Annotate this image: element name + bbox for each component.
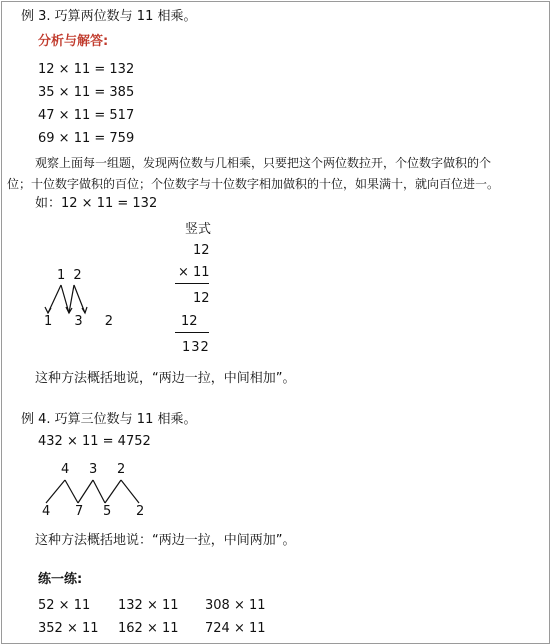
diagram-bottom-digits: 1 3 2 [44,314,123,329]
partial-product-shifted: 12 [181,314,198,329]
example4-title: 例 4. 巧算三位数与 11 相乘。 [21,412,197,427]
diagram-digit: 3 [89,462,98,477]
diagram-digit: 2 [136,504,145,519]
practice-title: 练一练: [38,572,83,587]
equation: 35 × 11 = 385 [38,85,135,100]
practice-item: 352 × 11 [38,621,99,636]
equation: 47 × 11 = 517 [38,108,135,123]
equation: 69 × 11 = 759 [38,131,135,146]
practice-item: 724 × 11 [205,621,266,636]
vertical-rule [175,332,209,333]
equation: 12 × 11 = 132 [38,62,135,77]
vertical-multiplier: × 11 [178,265,210,280]
practice-item: 308 × 11 [205,598,266,613]
partial-product: 12 [193,291,210,306]
vertical-rule [175,283,209,284]
diagram-digit: 2 [117,462,126,477]
explanation-line: 位；十位数字做积的百位；个位数字与十位数字相加做积的十位，如果满十，就向百位进一。 [7,177,500,191]
diagram-digit: 4 [42,504,51,519]
expand-arrows [40,283,100,317]
vertical-result: 132 [182,340,210,355]
example3-summary: 这种方法概括地说，“两边一拉，中间相加”。 [35,371,296,386]
diagram-top-digits: 1 2 [57,268,84,283]
practice-item: 132 × 11 [118,598,179,613]
diagram-digit: 4 [61,462,70,477]
expand-lines [40,478,150,506]
diagram-digit: 5 [103,504,112,519]
example4-equation: 432 × 11 = 4752 [38,434,151,449]
analysis-label: 分析与解答: [38,34,109,49]
vertical-multiplicand: 12 [193,243,210,258]
vertical-label: 竖式 [185,222,212,237]
example3-title: 例 3. 巧算两位数与 11 相乘。 [21,9,197,24]
practice-item: 162 × 11 [118,621,179,636]
practice-item: 52 × 11 [38,598,91,613]
explanation-line: 观察上面每一组题，发现两位数与几相乘，只要把这个两位数拉开，个位数字做积的个 [35,156,492,170]
example-line: 如：12 × 11 = 132 [35,196,158,211]
diagram-digit: 7 [75,504,84,519]
example4-summary: 这种方法概括地说：“两边一拉，中间两加”。 [35,533,296,548]
